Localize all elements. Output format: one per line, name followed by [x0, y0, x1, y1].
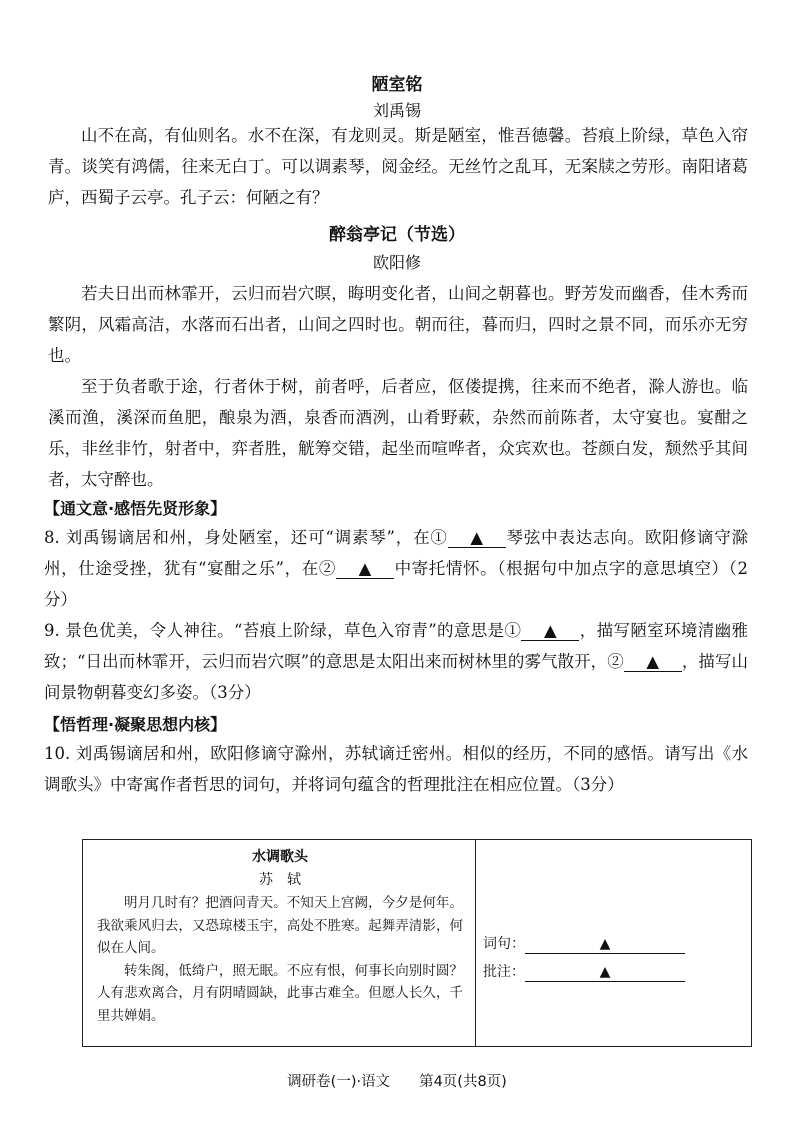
- q8-blank-1[interactable]: [448, 529, 506, 548]
- poem1-author: 刘禹锡: [372, 101, 421, 120]
- q9-blank-2[interactable]: [624, 653, 682, 672]
- q8-text-a: 8. 刘禹锡谪居和州，身处陋室，还可“调素琴”，在①: [44, 528, 448, 547]
- q8-text-b: 琴弦中表达志向。欧阳修谪守滁州，仕途受挫，犹有“宴酣之乐”，在②: [44, 528, 749, 578]
- q8-mark-1: ▲: [470, 528, 484, 547]
- question-9: [44, 615, 748, 708]
- poem1-text: 山不在高，有仙则名。水不在深，有龙则灵。斯是陋室，惟吾德馨。苔痕上阶绿，草色入帘青。谈笑有鸿儒，往来无白丁。可以调素琴，阅金经。无丝竹之乱耳，无案牍之劳形。南阳诸葛庐，西蜀子云亭。孔子云：何陋之有？: [48, 126, 748, 207]
- box-poem-author: 苏 轼: [259, 872, 301, 888]
- section-heading-1: 【通文意·感悟先贤形象】: [44, 499, 227, 518]
- essay-title: 醉翁亭记（节选）: [329, 225, 465, 245]
- answer-panel: [483, 930, 685, 986]
- q9-text-b: ，描写陋室环境清幽雅致；“日出而林霏开，云归而岩穴暝”的意思是太阳出来而树林里的雾气散开，②: [44, 621, 749, 671]
- ci-row: [483, 930, 685, 958]
- q8-blank-2[interactable]: [336, 560, 394, 579]
- question-8: [44, 522, 748, 615]
- box-poem-title: 水调歌头: [252, 849, 308, 865]
- poem1-title: 陋室铭: [371, 75, 423, 95]
- question-10: 10. 刘禹锡谪居和州，欧阳修谪守滁州，苏轼谪迁密州。相似的经历，不同的感悟。请写出《水调歌头》中寄寓作者哲思的词句，并将词句蕴含的哲理批注在相应位置。（3分）: [44, 744, 748, 794]
- pi-row: [483, 958, 685, 986]
- ci-blank[interactable]: [525, 935, 685, 954]
- q8-mark-2: ▲: [358, 559, 372, 578]
- pi-label: 批注：: [483, 964, 525, 980]
- q9-mark-2: ▲: [646, 652, 660, 671]
- annotation-box: [82, 839, 752, 1047]
- page-footer: 调研卷(一)·语文 第4页(共8页): [287, 1074, 507, 1090]
- q9-text-a: 9. 景色优美，令人神往。“苔痕上阶绿，草色入帘青”的意思是①: [44, 621, 522, 640]
- q9-blank-1[interactable]: [521, 622, 579, 641]
- ci-label: 词句：: [483, 936, 525, 952]
- box-poem-para-1: 明月几时有？把酒问青天。不知天上宫阙，今夕是何年。我欲乘风归去，又恐琼楼玉宇，高处不胜寒。起舞弄清影，何似在人间。: [97, 895, 463, 956]
- section-heading-2: 【悟哲理·凝聚思想内核】: [44, 715, 227, 734]
- essay-para-1: 若夫日出而林霏开，云归而岩穴暝，晦明变化者，山间之朝暮也。野芳发而幽香，佳木秀而繁阴，风霜高洁，水落而石出者，山间之四时也。朝而往，暮而归，四时之景不同，而乐亦无穷也。: [48, 284, 748, 365]
- q9-mark-1: ▲: [544, 621, 557, 640]
- poem-panel: [83, 840, 476, 1046]
- essay-author: 欧阳修: [372, 253, 421, 272]
- box-poem-para-2: 转朱阁，低绮户，照无眠。不应有恨，何事长向别时圆？人有悲欢离合，月有阴晴圆缺，此事古难全。但愿人长久，千里共婵娟。: [97, 962, 463, 1024]
- pi-mark: ▲: [599, 964, 611, 980]
- pi-blank[interactable]: [525, 963, 685, 982]
- ci-mark: ▲: [599, 936, 611, 952]
- q8-text-c: 中寄托情怀。（根据句中加点字的意思填空）（2分）: [44, 559, 748, 609]
- q9-text-c: ，描写山间景物朝暮变幻多姿。（3分）: [44, 652, 748, 702]
- essay-para-2: 至于负者歌于途，行者休于树，前者呼，后者应，伛偻提携，往来而不绝者，滁人游也。临溪而渔，溪深而鱼肥，酿泉为酒，泉香而酒洌，山肴野蔌，杂然而前陈者，太守宴也。宴酣之乐，非丝非竹，射者中，弈者胜，觥筹交错，起坐而喧哗者，众宾欢也。苍颜白发，颓然乎其间者，太守醉也。: [48, 377, 748, 489]
